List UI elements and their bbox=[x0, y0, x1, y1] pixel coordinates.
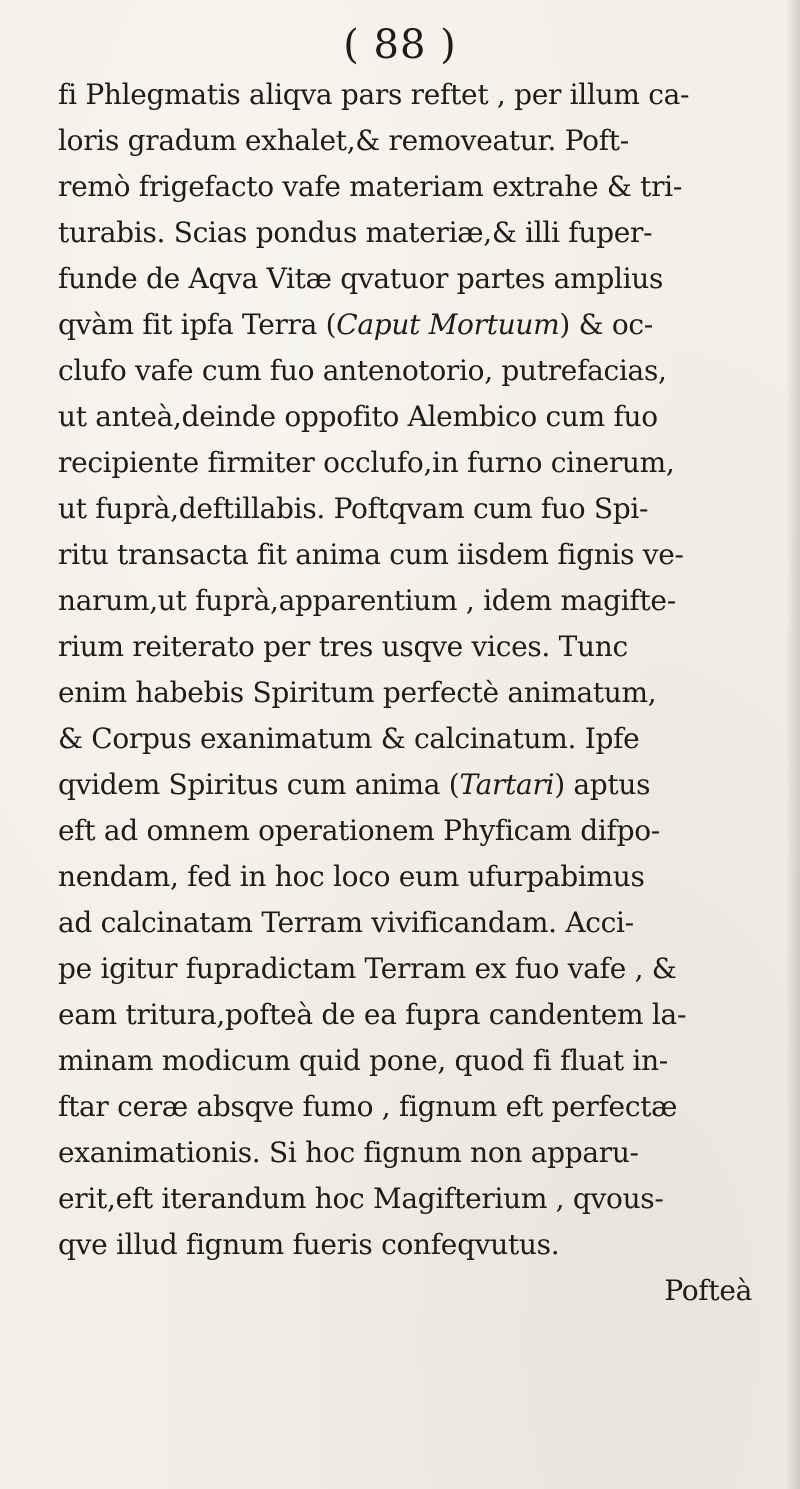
text-line: erit,eft iterandum hoc Magifterium , qvous- bbox=[58, 1182, 664, 1215]
text-line: ut fuprà,deftillabis. Poftqvam cum fuo Spi- bbox=[58, 492, 649, 525]
text-line: enim habebis Spiritum perfectè animatum, bbox=[58, 676, 657, 709]
text-line: ritu transacta fit anima cum iisdem fignis ve- bbox=[58, 538, 684, 571]
text-line: loris gradum exhalet,& removeatur. Poft- bbox=[58, 124, 629, 157]
text-line: turabis. Scias pondus materiæ,& illi fuper- bbox=[58, 216, 653, 249]
text-line: ftar ceræ absqve fumo , fignum eft perfectæ bbox=[58, 1090, 678, 1123]
text-line: & Corpus exanimatum & calcinatum. Ipfe bbox=[58, 722, 640, 755]
catchword: Pofteà bbox=[664, 1274, 752, 1307]
italic-term: Tartari bbox=[459, 768, 555, 801]
text-line: minam modicum quid pone, quod fi fluat in- bbox=[58, 1044, 668, 1077]
text-line: rium reiterato per tres usqve vices. Tunc bbox=[58, 630, 628, 663]
italic-term: Caput Mortuum bbox=[336, 308, 560, 341]
text-line: recipiente firmiter occlufo,in furno cinerum, bbox=[58, 446, 675, 479]
text-line: nendam, fed in hoc loco eum ufurpabimus bbox=[58, 860, 645, 893]
text-line: qvàm fit ipfa Terra (Caput Mortuum) & oc- bbox=[58, 308, 653, 341]
text-line: ad calcinatam Terram vivificandam. Acci- bbox=[58, 906, 634, 939]
text-line: exanimationis. Si hoc fignum non apparu- bbox=[58, 1136, 639, 1169]
text-line: ut anteà,deinde oppofito Alembico cum fuo bbox=[58, 400, 658, 433]
text-line: qvidem Spiritus cum anima (Tartari) aptus bbox=[58, 768, 651, 801]
text-line: funde de Aqva Vitæ qvatuor partes amplius bbox=[58, 262, 664, 295]
text-line: eam tritura,pofteà de ea fupra candentem la- bbox=[58, 998, 687, 1031]
text-line: qve illud fignum fueris confeqvutus. bbox=[58, 1228, 560, 1261]
text-line: fi Phlegmatis aliqva pars reftet , per illum ca- bbox=[58, 78, 690, 111]
text-line: eft ad omnem operationem Phyficam difpo- bbox=[58, 814, 660, 847]
text-line: pe igitur fupradictam Terram ex fuo vafe , & bbox=[58, 952, 677, 985]
text-line: remò frigefacto vafe materiam extrahe & tri- bbox=[58, 170, 682, 203]
body-text bbox=[58, 72, 800, 1314]
page-number: ( 88 ) bbox=[343, 22, 457, 68]
text-line: narum,ut fuprà,apparentium , idem magifte- bbox=[58, 584, 676, 617]
text-line: clufo vafe cum fuo antenotorio, putrefacias, bbox=[58, 354, 667, 387]
